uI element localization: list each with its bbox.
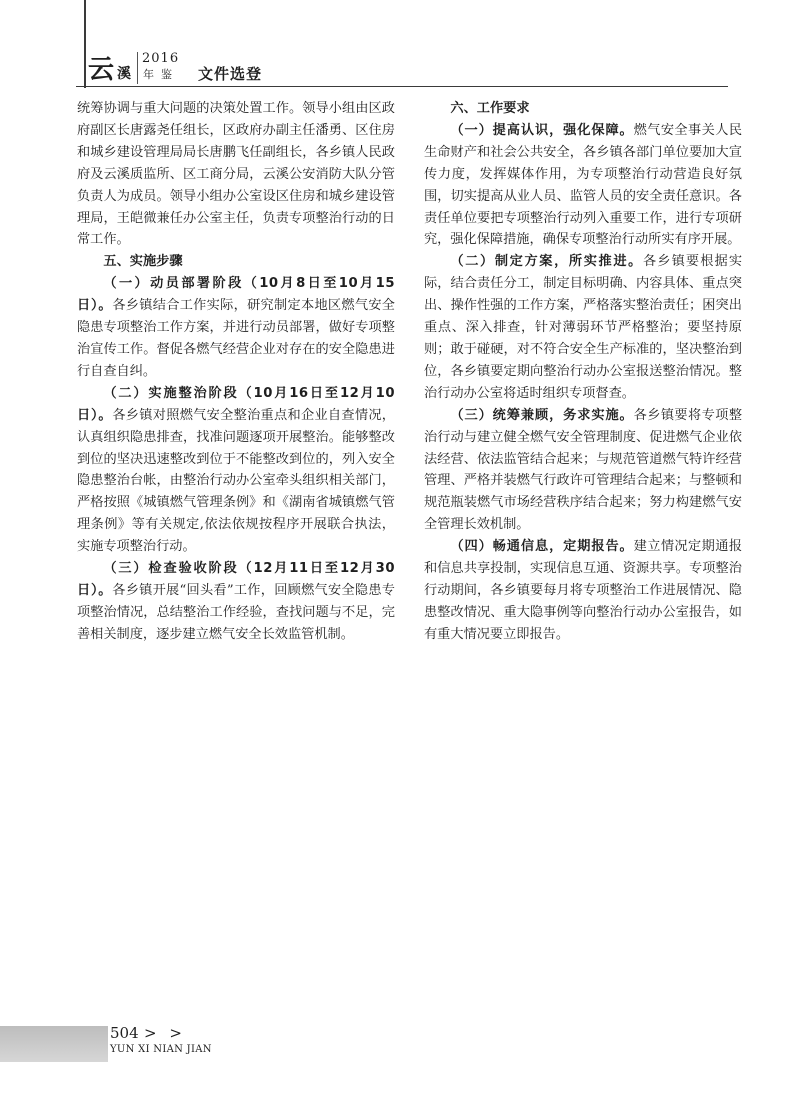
brand-char-xi: 溪	[117, 66, 131, 82]
requirement-3-body: 各乡镇要将专项整治行动与建立健全燃气安全管理制度、促进燃气企业依法经营、依法监管结合起来；与规范管道燃气特许经营管理、严格并装燃气行政许可管理结合起来；与整顿和规范瓶装燃气市场经营秩序结合起来；努力构建燃气安全管理长效机制。	[424, 407, 743, 533]
step-2-body: 各乡镇对照燃气安全整治重点和企业自查情况，认真组织隐患排查，找准问题逐项开展整治。能够整改到位的坚决迅速整改到位于不能整改到位的，列入安全隐患整治台帐，由整治行动办公室牵头组织相关部门，严格按照《城镇燃气管理条例》和《湖南省城镇燃气管理条例》等有关规定,依法依规按程序开展联合执法，实施专项整治行动。	[77, 407, 395, 555]
paragraph-leadership-group: 统筹协调与重大问题的决策处置工作。领导小组由区政府副区长唐露尧任组长，区政府办副主任潘勇、区住房和城乡建设管理局局长唐鹏飞任副组长，各乡镇人民政府及云溪质监所、区工商分局，云溪公安消防大队分管负责人为成员。领导小组办公室设区住房和城乡建设管理局，王皑微兼任办公室主任，负责专项整治行动的日常工作。	[77, 101, 395, 248]
right-column	[424, 98, 742, 646]
brand-divider	[137, 52, 138, 84]
left-column	[77, 98, 395, 646]
paragraph-requirement-2	[424, 251, 742, 404]
section-title: 文件选登	[198, 65, 263, 83]
paragraph-step-2	[77, 383, 395, 558]
paragraph-requirement-1	[424, 120, 742, 251]
header-horizontal-rule	[76, 86, 728, 87]
paragraph-requirement-4	[424, 536, 742, 646]
requirement-4-body: 建立情况定期通报和信息共享投制，实现信息互通、资源共享。专项整治行动期间，各乡镇要每月将专项整治工作进展情况、隐患整改情况、重大隐事例等向整治行动办公室报告，如有重大情况要立即报告。	[424, 539, 743, 642]
requirement-2-body: 各乡镇要根据实际，结合责任分工，制定目标明确、内容具体、重点突出、操作性强的工作方案，严格落实整治责任；困突出重点、深入排查，针对薄弱环节严格整治；要坚持原则；敢于碰硬，对不符合安全生产标准的，坚决整治到位，各乡镇要定期向整治行动办公室报送整治情况。整治行动办公室将适时组织专项督查。	[424, 254, 743, 401]
brand-char-yun: 云	[88, 55, 115, 85]
footer-subtitle: YUN XI NIAN JIAN	[110, 1044, 212, 1055]
heading-implementation-steps: 五、实施步骤	[103, 254, 183, 270]
footer-page-number: 504	[110, 1024, 139, 1042]
heading-work-requirements: 六、工作要求	[450, 101, 530, 116]
paragraph-step-3	[77, 558, 395, 646]
brand-nianjian: 年鉴	[143, 68, 179, 81]
requirement-1-lead: （一）提高认识，强化保障。	[450, 122, 634, 138]
paragraph-step-1	[77, 273, 395, 383]
requirement-1-body: 燃气安全事关人民生命财产和社会公共安全，各乡镇各部门单位要加大宣传力度，发挥媒体作用，为专项整治行动营造良好氛围，切实提高从业人员、监管人员的安全责任意识。各责任单位要把专项整治行动列入重要工作，进行专项研究，强化保障措施，确保专项整治行动所实有序开展。	[424, 122, 743, 248]
step-3-body: 各乡镇开展“回头看”工作，回顾燃气安全隐患专项整治情况，总结整治工作经验，查找问题与不足，完善相关制度，逐步建立燃气安全长效监管机制。	[77, 582, 395, 642]
requirement-2-lead: （二）制定方案，所实推进。	[450, 254, 643, 270]
footer-arrows-icon: > >	[144, 1024, 186, 1042]
brand-year: 2016	[142, 51, 180, 66]
paragraph-requirement-3	[424, 405, 742, 536]
step-1-lead: （一）动员部署阶段（10月8日至10月15日）。	[77, 276, 395, 314]
step-1-body: 各乡镇结合工作实际，研究制定本地区燃气安全隐患专项整治工作方案，并进行动员部署，做好专项整治宣传工作。督促各燃气经营企业对存在的安全隐患进行自查自纠。	[77, 298, 395, 379]
requirement-3-lead: （三）统筹兼顾，务求实施。	[450, 407, 634, 423]
step-2-lead: （二）实施整治阶段（10月16日至12月10日）。	[77, 385, 395, 423]
footer-gray-band	[0, 1026, 108, 1062]
requirement-4-lead: （四）畅通信息，定期报告。	[450, 539, 634, 555]
header-vertical-rule	[84, 0, 86, 88]
step-3-lead: （三）检查验收阶段（12月11日至12月30日）。	[77, 561, 395, 598]
